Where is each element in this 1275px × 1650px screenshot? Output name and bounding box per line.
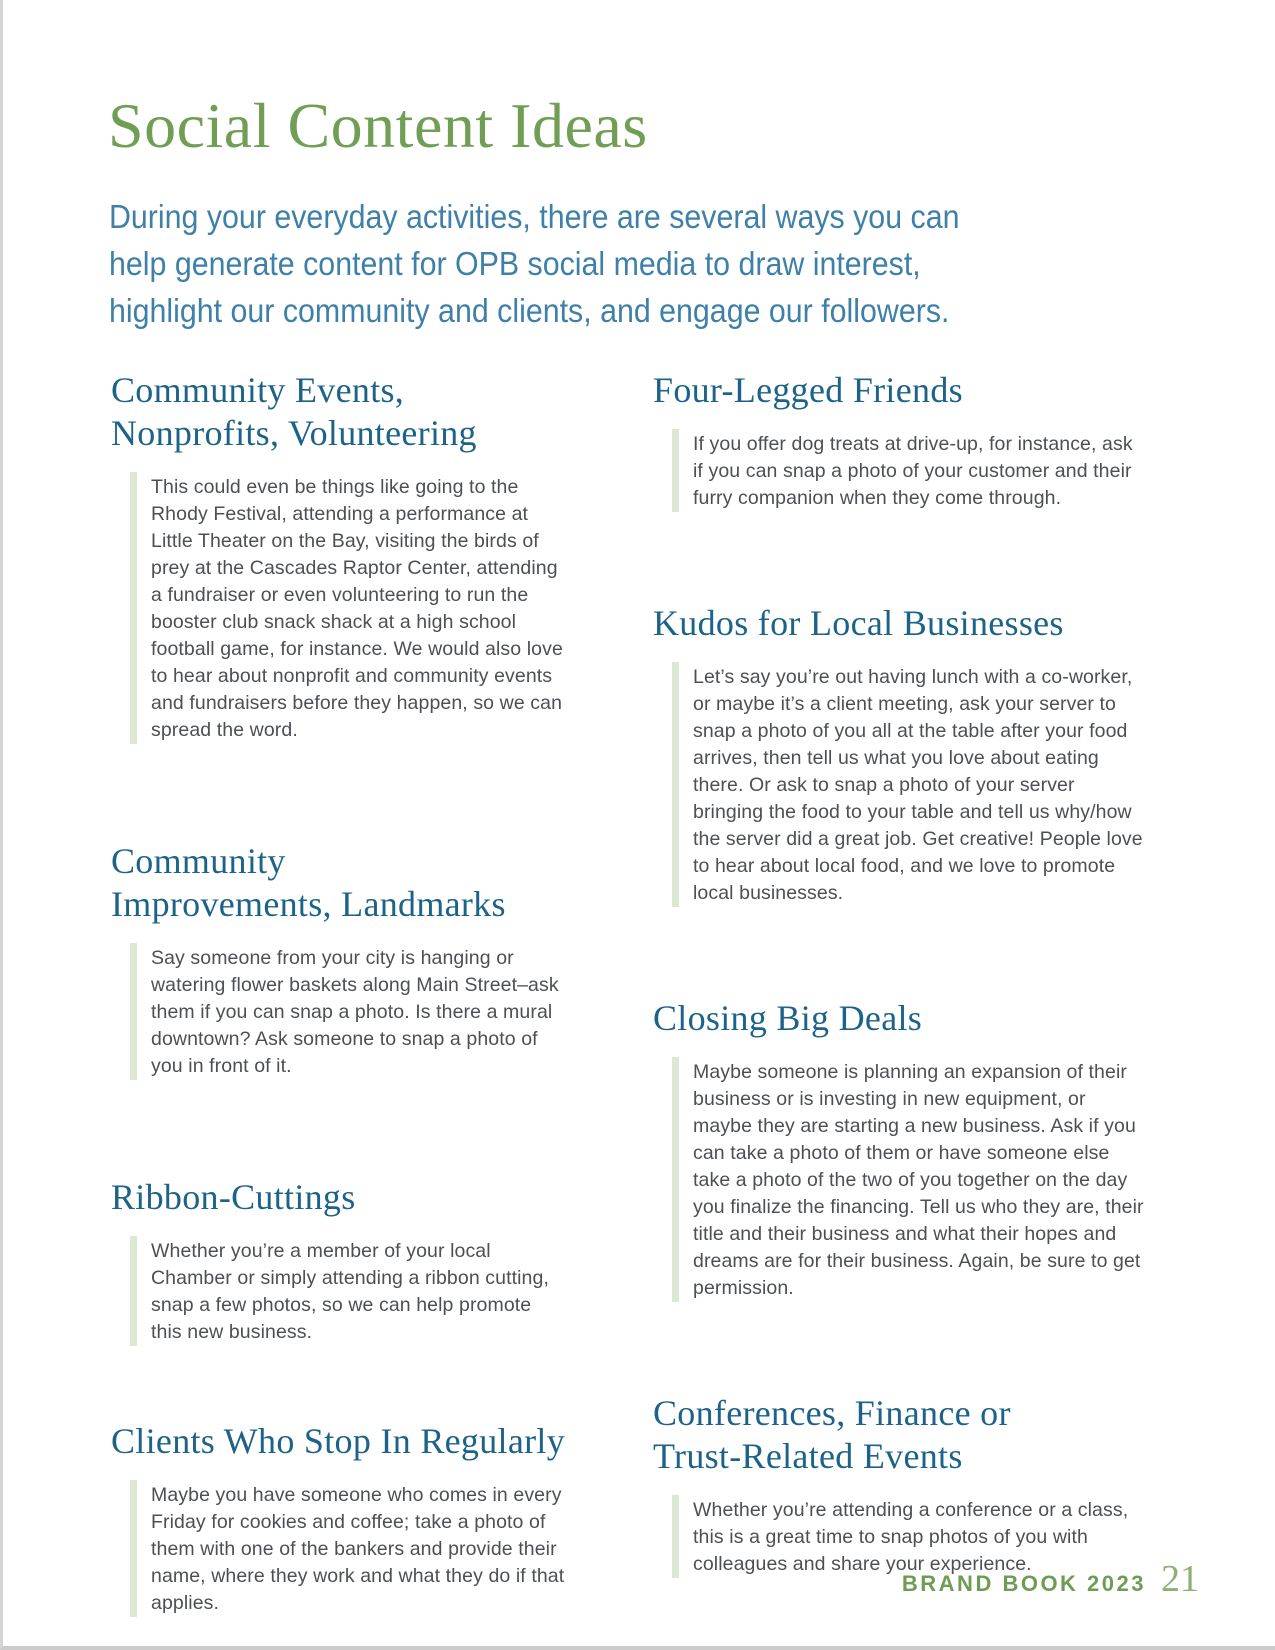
accent-bar (672, 429, 679, 512)
section-heading (111, 1176, 653, 1219)
intro-line: During your everyday activities, there are several ways you can (109, 198, 960, 235)
section-text: Whether you’re a member of your local Chamber or simply attending a ribbon cutting, snap a few photos, so we can help promote this new business. (151, 1240, 549, 1343)
section-body (653, 662, 1203, 907)
section-body (653, 429, 1203, 512)
heading-line: Four-Legged Friends (653, 370, 963, 410)
heading-line: Trust-Related Events (653, 1436, 963, 1476)
content-columns (111, 369, 1203, 1617)
page-footer (902, 1560, 1199, 1598)
intro-line: highlight our community and clients, and engage our followers. (109, 292, 950, 329)
section-text: This could even be things like going to the Rhody Festival, attending a performance at Little Theater on the Bay, visiting the birds of prey at the Cascades Raptor Center, attending a fundraiser or even volunteering to run the booster club snack shack at a high school football game, for instance. We would also love to hear about nonprofit and community events and fundraisers before they happen, so we can spread the word. (151, 476, 563, 741)
accent-bar (130, 472, 137, 744)
section-conferences-events (653, 1392, 1203, 1578)
section-body (111, 472, 653, 744)
heading-line: Clients Who Stop In Regularly (111, 1421, 566, 1461)
heading-line: Community (111, 841, 286, 881)
section-heading (111, 1420, 653, 1463)
intro-paragraph (109, 193, 959, 334)
section-text: Say someone from your city is hanging or watering flower baskets along Main Street–ask them if you can snap a photo. Is there a mural downtown? Ask someone to snap a photo of you in front of it. (151, 947, 559, 1077)
section-heading (111, 369, 653, 455)
right-column (653, 369, 1203, 1617)
section-heading (653, 369, 1203, 412)
accent-bar (130, 1480, 137, 1617)
heading-line: Nonprofits, Volunteering (111, 413, 477, 453)
section-four-legged-friends (653, 369, 1203, 512)
section-body (111, 943, 653, 1080)
section-body (653, 1057, 1203, 1302)
section-clients-who-stop-in (111, 1420, 653, 1617)
heading-line: Closing Big Deals (653, 998, 923, 1038)
heading-line: Community Events, (111, 370, 405, 410)
section-closing-big-deals (653, 997, 1203, 1302)
section-kudos-local-businesses (653, 602, 1203, 907)
heading-line: Ribbon-Cuttings (111, 1177, 356, 1217)
accent-bar (672, 1495, 679, 1578)
page-title: Social Content Ideas (108, 90, 648, 161)
section-heading (653, 997, 1203, 1040)
section-heading (111, 840, 653, 926)
accent-bar (130, 943, 137, 1080)
accent-bar (672, 1057, 679, 1302)
section-heading (653, 1392, 1203, 1478)
accent-bar (672, 662, 679, 907)
section-text: Maybe you have someone who comes in every Friday for cookies and coffee; take a photo of them with one of the bankers and provide their name, where they work and what they do if that applies. (151, 1484, 565, 1614)
accent-bar (130, 1236, 137, 1346)
section-body (111, 1480, 653, 1617)
section-community-events (111, 369, 653, 744)
heading-line: Conferences, Finance or (653, 1393, 1011, 1433)
section-body (111, 1236, 653, 1346)
heading-line: Kudos for Local Businesses (653, 603, 1064, 643)
footer-brand-label: BRAND BOOK 2023 (901, 1571, 1146, 1596)
section-text: Let’s say you’re out having lunch with a co-worker, or maybe it’s a client meeting, ask your server to snap a photo of you all at the table after your food arrives, then tell us what you love about eating there. Or ask to snap a photo of your server bringing the food to your table and tell us why/how the server did a great job. Get creative! People love to hear about local food, and we love to promote local businesses. (693, 666, 1143, 904)
section-text: Whether you’re attending a conference or a class, this is a great time to snap photos of you with colleagues and share your experience. (693, 1499, 1129, 1575)
section-heading (653, 602, 1203, 645)
section-community-improvements (111, 840, 653, 1080)
left-column (111, 369, 653, 1617)
heading-line: Improvements, Landmarks (111, 884, 506, 924)
section-text: If you offer dog treats at drive-up, for instance, ask if you can snap a photo of your customer and their furry companion when they come through. (693, 433, 1133, 509)
section-text: Maybe someone is planning an expansion of their business or is investing in new equipment, or maybe they are starting a new business. Ask if you can take a photo of them or have someone else take a photo of the two of you together on the day you finalize the financing. Tell us who they are, their title and their business and what their hopes and dreams are for their business. Again, be sure to get permission. (693, 1061, 1144, 1299)
intro-line: help generate content for OPB social media to draw interest, (109, 245, 921, 282)
page-number: 21 (1161, 1558, 1199, 1600)
section-ribbon-cuttings (111, 1176, 653, 1346)
